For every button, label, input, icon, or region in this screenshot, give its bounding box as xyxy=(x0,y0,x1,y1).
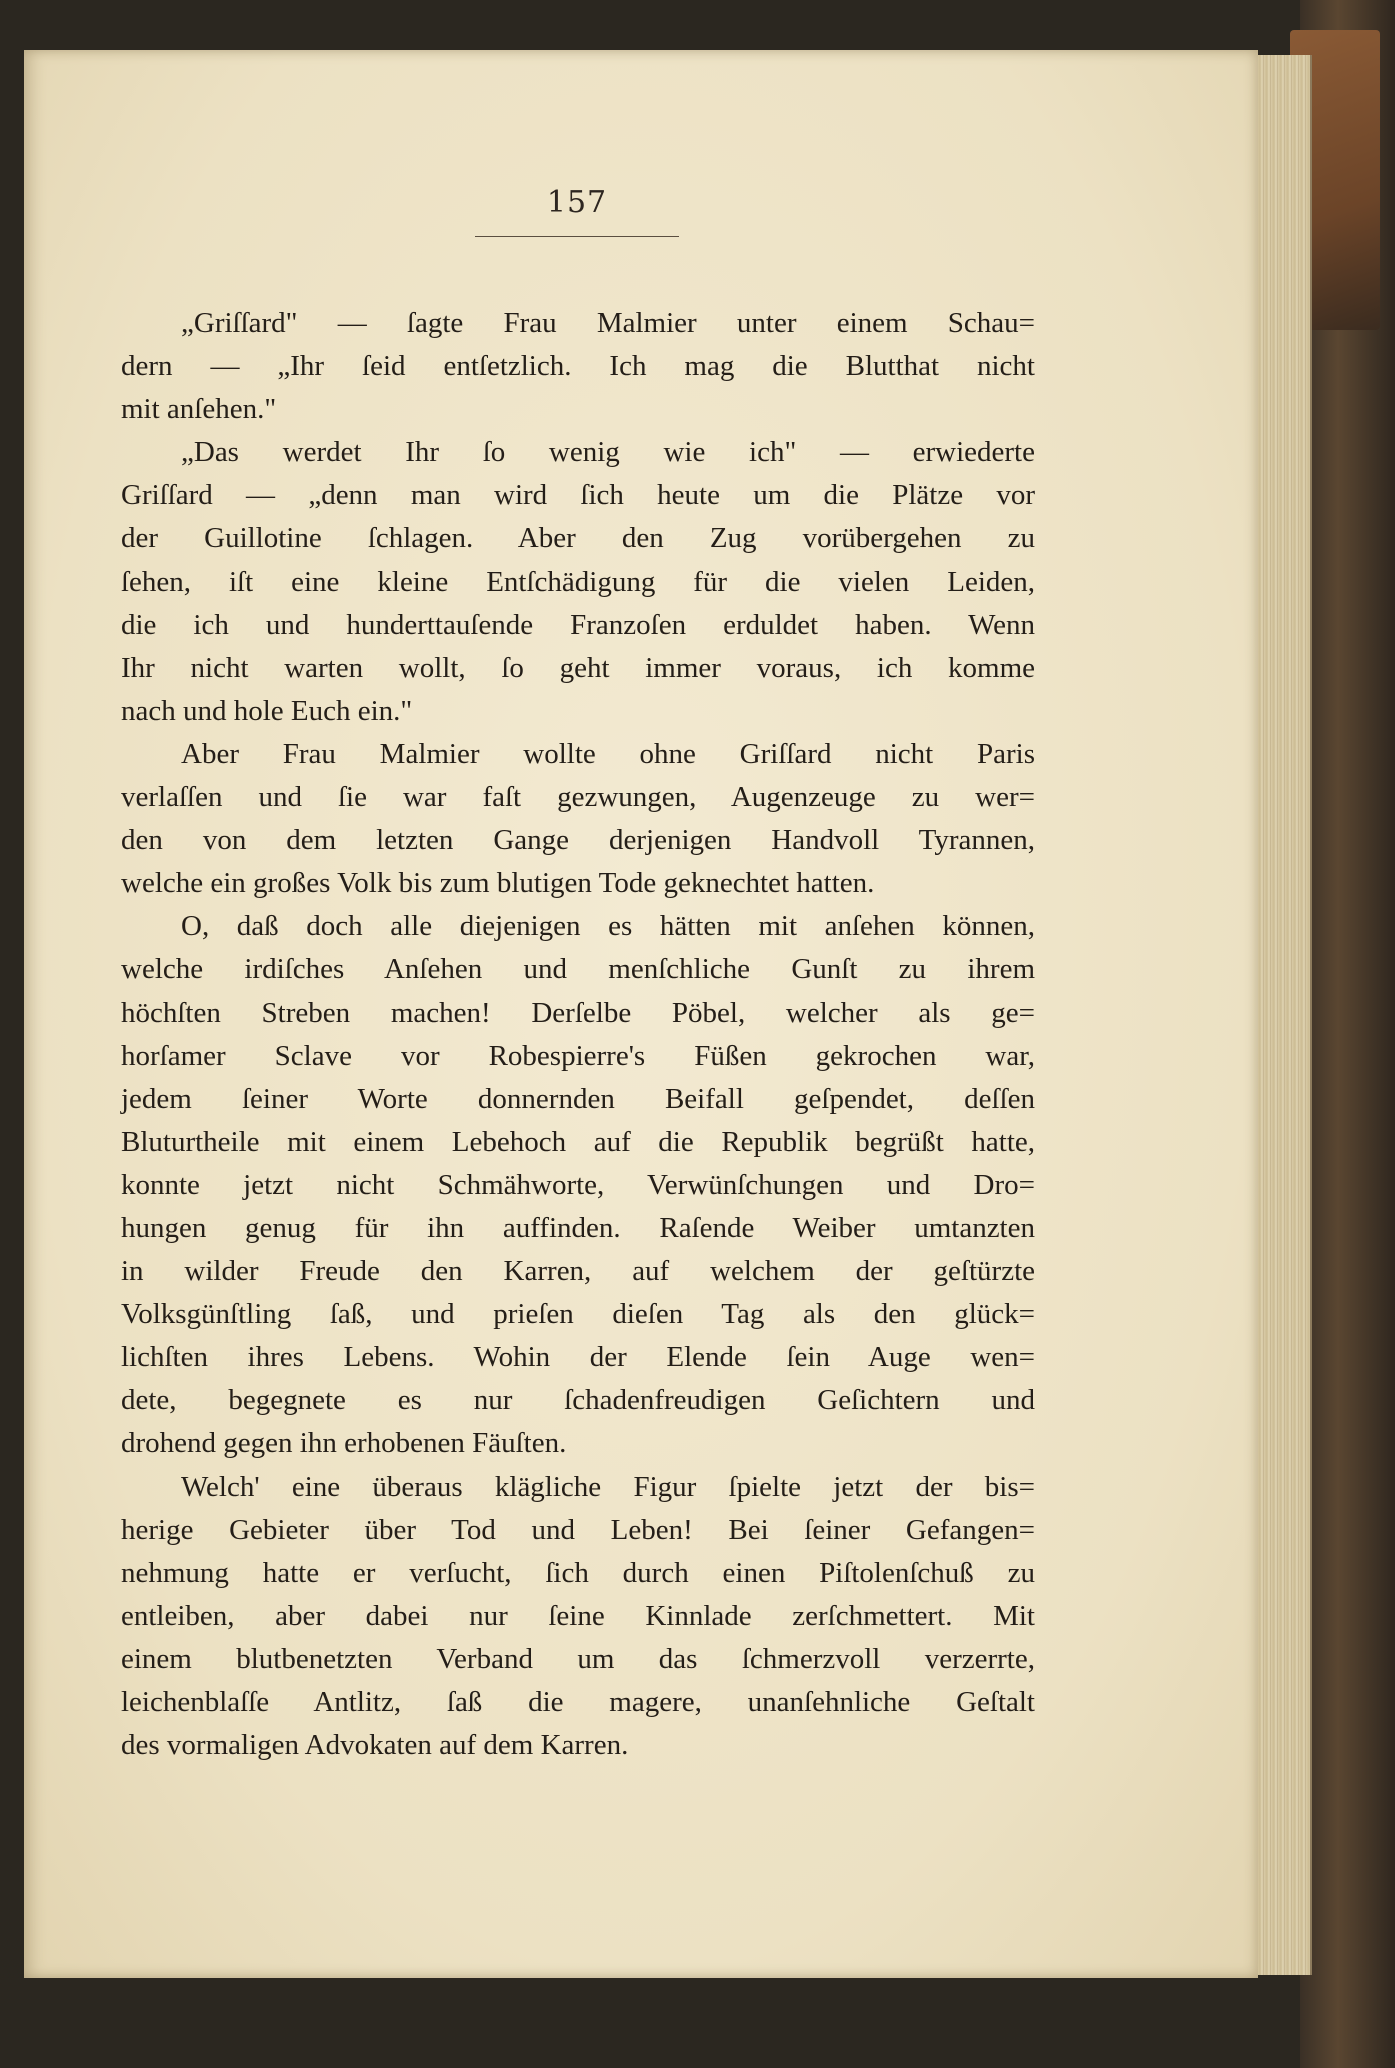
text-line: welche irdiſches Anſehen und menſchliche Gunſt zu ihrem xyxy=(121,953,1035,986)
text-line: nach und hole Euch ein." xyxy=(121,694,413,727)
text-line: ſehen, iſt eine kleine Entſchädigung für die vielen Leiden, xyxy=(121,565,1035,598)
body-text xyxy=(121,302,1035,1767)
header-rule xyxy=(475,236,679,237)
paragraph xyxy=(121,905,1035,1465)
text-line: die ich und hunderttauſende Franzoſen erduldet haben. Wenn xyxy=(121,608,1035,641)
text-line: Volksgünſtling ſaß, und prieſen dieſen Tag als den glück= xyxy=(121,1298,1035,1331)
text-line: verlaſſen und ſie war faſt gezwungen, Augenzeuge zu wer= xyxy=(121,781,1035,814)
text-line: nehmung hatte er verſucht, ſich durch einen Piſtolenſchuß zu xyxy=(121,1556,1035,1589)
paragraph xyxy=(121,302,1035,431)
text-line: des vormaligen Advokaten auf dem Karren. xyxy=(121,1729,629,1762)
text-line: herige Gebieter über Tod und Leben! Bei ſeiner Gefangen= xyxy=(121,1513,1035,1546)
paragraph xyxy=(121,733,1035,905)
text-line: „Das werdet Ihr ſo wenig wie ich" — erwiederte xyxy=(181,436,1035,469)
text-line: leichenblaſſe Antlitz, ſaß die magere, unanſehnliche Geſtalt xyxy=(121,1686,1035,1718)
text-line: mit anſehen." xyxy=(121,393,277,426)
text-line: hungen genug für ihn auffinden. Raſende Weiber umtanzten xyxy=(121,1211,1035,1244)
text-line: Ihr nicht warten wollt, ſo geht immer voraus, ich komme xyxy=(121,651,1035,684)
text-line: den von dem letzten Gange derjenigen Handvoll Tyrannen, xyxy=(121,824,1035,857)
page-number: 157 xyxy=(546,185,608,220)
text-line: Welch' eine überaus klägliche Figur ſpielte jetzt der bis= xyxy=(181,1470,1035,1503)
text-line: O, daß doch alle diejenigen es hätten mit anſehen können, xyxy=(181,910,1035,943)
text-line: dete, begegnete es nur ſchadenfreudigen Geſichtern und xyxy=(121,1384,1035,1417)
text-line: der Guillotine ſchlagen. Aber den Zug vorübergehen zu xyxy=(121,522,1035,555)
text-line: höchſten Streben machen! Derſelbe Pöbel, welcher als ge= xyxy=(121,996,1035,1029)
page-edges xyxy=(1250,55,1312,1975)
text-line: in wilder Freude den Karren, auf welchem der geſtürzte xyxy=(121,1255,1035,1288)
text-line: drohend gegen ihn erhobenen Fäuſten. xyxy=(121,1427,567,1460)
text-line: jedem ſeiner Worte donnernden Beifall geſpendet, deſſen xyxy=(121,1082,1035,1115)
text-line: entleiben, aber dabei nur ſeine Kinnlade zerſchmettert. Mit xyxy=(121,1599,1035,1632)
text-line: einem blutbenetzten Verband um das ſchmerzvoll verzerrte, xyxy=(121,1642,1035,1675)
paragraph xyxy=(121,431,1035,733)
text-line: „Griſſard" — ſagte Frau Malmier unter einem Schau= xyxy=(181,307,1035,339)
text-line: Bluturtheile mit einem Lebehoch auf die Republik begrüßt hatte, xyxy=(121,1125,1035,1158)
text-line: dern — „Ihr ſeid entſetzlich. Ich mag die Blutthat nicht xyxy=(121,350,1035,383)
text-line: horſamer Sclave vor Robespierre's Füßen gekrochen war, xyxy=(121,1039,1035,1072)
paragraph xyxy=(121,1466,1035,1768)
text-line: konnte jetzt nicht Schmähworte, Verwünſchungen und Dro= xyxy=(121,1168,1035,1201)
text-line: welche ein großes Volk bis zum blutigen Tode geknechtet hatten. xyxy=(121,867,875,900)
text-line: Aber Frau Malmier wollte ohne Griſſard nicht Paris xyxy=(181,737,1035,770)
text-line: lichſten ihres Lebens. Wohin der Elende ſein Auge wen= xyxy=(121,1341,1035,1374)
text-line: Griſſard — „denn man wird ſich heute um die Plätze vor xyxy=(121,479,1035,512)
